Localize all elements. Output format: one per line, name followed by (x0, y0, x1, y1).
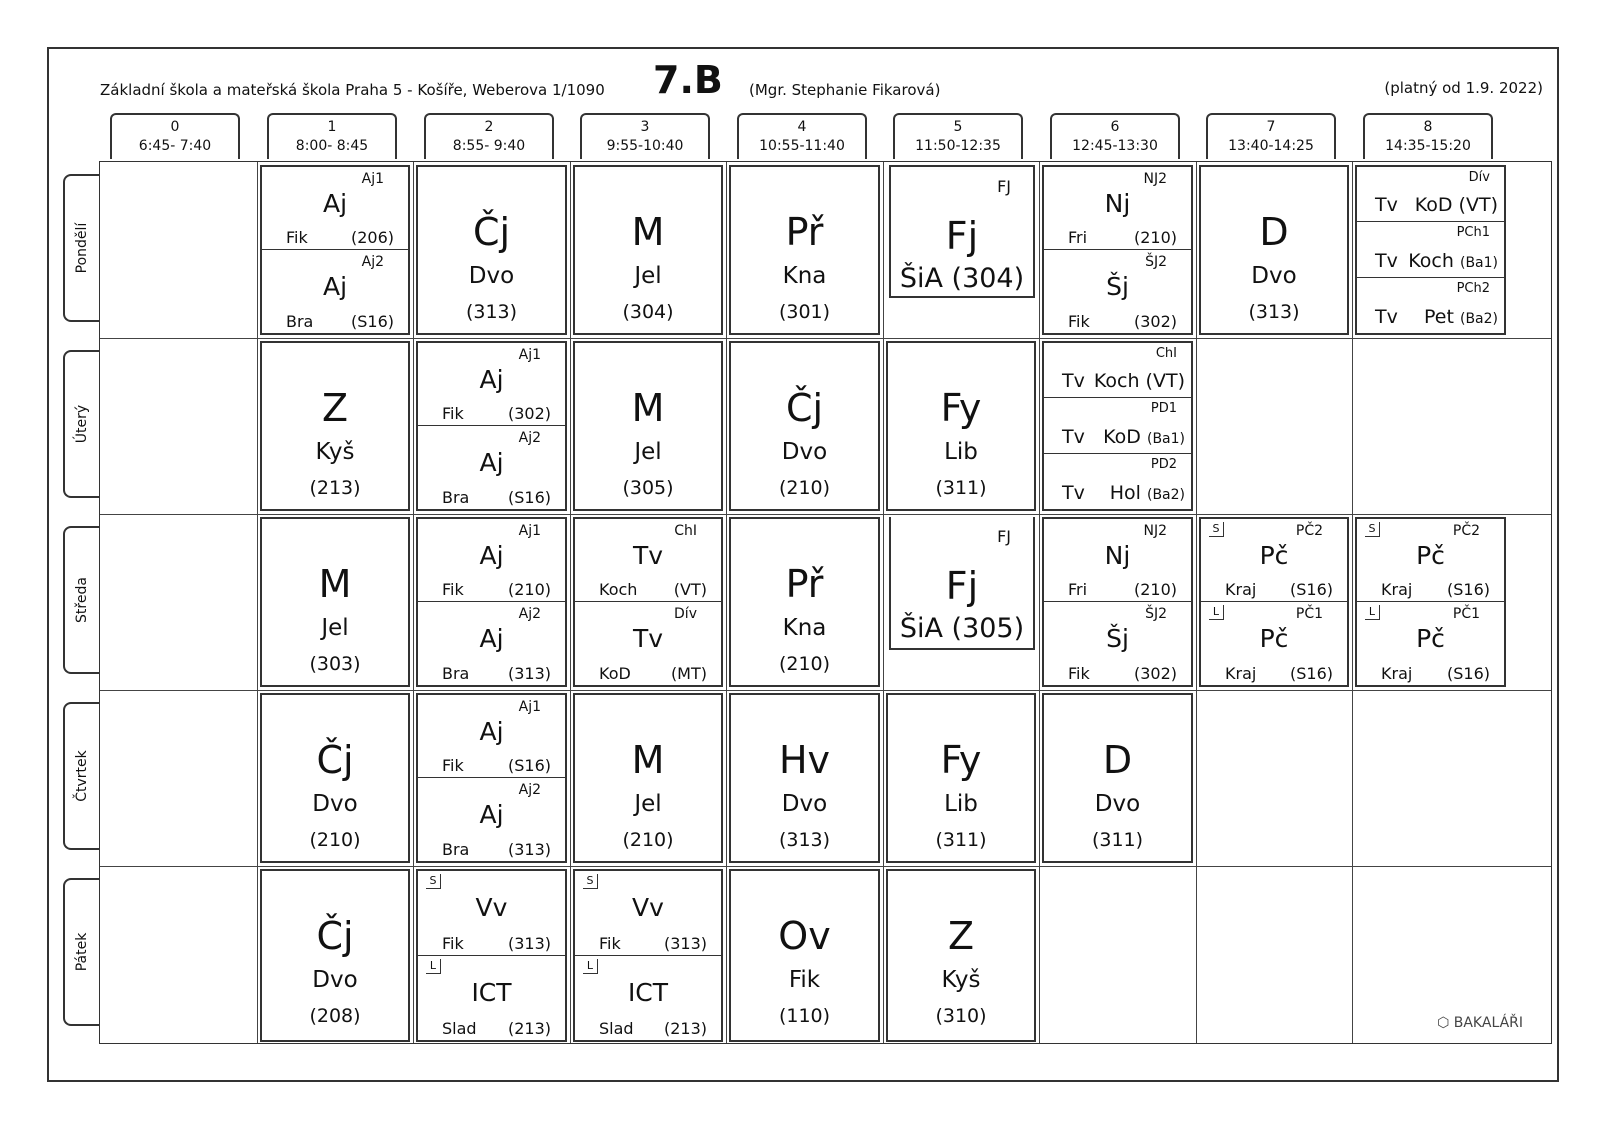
period-number: 8 (1423, 119, 1433, 135)
teacher: KoD (1103, 425, 1141, 448)
period-number: 6 (1110, 119, 1120, 135)
teacher: Kraj (1225, 664, 1257, 683)
group-label: Aj2 (361, 254, 384, 270)
group-lesson (418, 956, 565, 1041)
teacher: Bra (286, 312, 314, 331)
lesson-fri-5[interactable] (886, 869, 1036, 1042)
teacher: Fik (1068, 312, 1090, 331)
teacher: Dvo (468, 263, 515, 289)
group-lesson (1044, 519, 1191, 602)
schedule-grid (99, 161, 1552, 1044)
subject: Fj (945, 214, 979, 258)
teacher: Fri (1068, 228, 1088, 247)
period-time: 11:50-12:35 (915, 138, 1001, 154)
room: (210) (309, 829, 361, 851)
teacher: Bra (442, 488, 470, 507)
group-lesson (1044, 250, 1191, 333)
day-label: Pátek (74, 932, 90, 972)
lesson-thu-4[interactable] (729, 693, 880, 863)
teacher: Koch (599, 580, 638, 599)
group-lesson (418, 778, 565, 861)
teacher-room: ŠiA (305) (899, 613, 1025, 644)
subject: Aj (479, 541, 504, 570)
teacher-room (1094, 372, 1185, 391)
period-number: 5 (953, 119, 963, 135)
grid-column-line (570, 162, 571, 1043)
teacher: Dvo (312, 791, 358, 817)
subject: Čj (785, 386, 824, 430)
subject: Ov (778, 914, 831, 958)
lesson-thu-5[interactable] (886, 693, 1036, 863)
period-7 (1206, 113, 1336, 159)
teacher: Kna (782, 263, 827, 289)
group-label: Aj1 (518, 699, 541, 715)
subject: Šj (1106, 624, 1129, 653)
week-tag: S (1209, 522, 1224, 537)
subject: Pč (1416, 624, 1445, 653)
subject: Pč (1416, 541, 1445, 570)
day-tab-4 (63, 878, 99, 1026)
room: (VT) (673, 580, 707, 599)
group-lesson (418, 426, 565, 509)
subject: Fy (940, 386, 982, 430)
lesson-wed-3[interactable] (573, 517, 723, 687)
lesson-tue-5[interactable] (886, 341, 1036, 511)
room: (313) (465, 301, 518, 323)
group-lesson (418, 602, 565, 685)
room: (S16) (351, 312, 394, 331)
group-label: PČ1 (1295, 606, 1323, 622)
group-label: PČ1 (1452, 606, 1480, 622)
teacher: Bra (442, 664, 470, 683)
subject: Nj (1104, 189, 1131, 218)
lesson-wed-8[interactable] (1355, 517, 1506, 687)
lesson-wed-1[interactable] (260, 517, 410, 687)
grid-column-line (883, 162, 884, 1043)
room: (213) (309, 477, 361, 499)
subject: Fy (940, 738, 982, 782)
teacher: Fik (599, 933, 621, 953)
room: (304) (622, 301, 674, 323)
lesson-thu-1[interactable] (260, 693, 410, 863)
teacher: Hol (1109, 481, 1141, 504)
period-2 (424, 113, 554, 159)
lesson-fri-1[interactable] (260, 869, 410, 1042)
subject: D (1259, 210, 1289, 254)
room: (210) (778, 653, 831, 675)
teacher: Dvo (1251, 263, 1297, 289)
room: (MT) (670, 664, 707, 683)
subject: Pč (1259, 624, 1289, 653)
room: (313) (778, 829, 831, 851)
group-label: ChI (674, 523, 697, 539)
group-label: Aj2 (518, 430, 541, 446)
teacher: Kraj (1381, 664, 1413, 683)
teacher: Fik (286, 228, 308, 247)
group-label: Aj2 (518, 606, 541, 622)
period-number: 4 (797, 119, 807, 135)
lesson-fri-3[interactable] (573, 869, 723, 1042)
teacher: Bra (442, 840, 470, 859)
teacher: Kraj (1225, 580, 1257, 599)
teacher-room (1415, 196, 1498, 215)
bakalari-logo: ⬡ BAKALÁŘI (1437, 1015, 1523, 1031)
room: (210) (778, 477, 831, 499)
lesson-tue-6[interactable] (1042, 341, 1193, 511)
week-tag: L (426, 959, 441, 974)
group-label: Aj2 (518, 782, 541, 798)
day-label: Pondělí (74, 222, 90, 274)
subject: M (631, 738, 665, 782)
room: (313) (507, 664, 551, 683)
group-label: PD1 (1150, 401, 1177, 417)
room: (210) (507, 580, 551, 599)
subject: Fj (945, 564, 979, 608)
period-1 (267, 113, 397, 159)
room: (310) (935, 1005, 987, 1027)
teacher: Koch (1408, 249, 1454, 272)
group-lesson (575, 956, 721, 1041)
subject: Vv (632, 893, 664, 922)
lesson-tue-3[interactable] (573, 341, 723, 511)
subject: ICT (471, 977, 512, 1007)
room: (313) (1248, 301, 1300, 323)
subject: Aj (479, 448, 504, 477)
grid-row-line (100, 338, 1551, 339)
teacher: Dvo (781, 439, 828, 465)
teacher: Fri (1068, 580, 1088, 599)
period-number: 7 (1266, 119, 1276, 135)
week-tag: L (1365, 605, 1380, 620)
teacher-room (1109, 481, 1185, 504)
subject: Aj (479, 800, 504, 829)
group-label: Dív (1468, 170, 1490, 185)
subject: Aj (322, 189, 348, 218)
group-lesson (1201, 602, 1347, 685)
period-time: 9:55-10:40 (606, 138, 684, 154)
class-name: 7.B (653, 58, 723, 102)
teacher: Fik (442, 933, 464, 953)
lesson-fri-4[interactable] (729, 869, 880, 1042)
subject: Př (785, 210, 824, 254)
grid-column-line (413, 162, 414, 1043)
group-label: FJ (997, 177, 1011, 196)
room: (213) (663, 1019, 707, 1038)
group-lesson (1044, 602, 1191, 685)
subject: Šj (1106, 272, 1129, 301)
group-label: FJ (997, 527, 1011, 546)
teacher: Lib (944, 439, 978, 465)
group-lesson (1044, 343, 1191, 398)
day-label: Úterý (74, 404, 90, 444)
grid-row-line (100, 514, 1551, 515)
subject: Tv (1375, 305, 1398, 328)
subject: Čj (316, 914, 354, 958)
week-tag: S (583, 874, 598, 889)
teacher: Kyš (315, 439, 355, 465)
subject: ICT (627, 977, 669, 1007)
subject: Tv (1062, 425, 1085, 448)
subject: D (1102, 738, 1133, 782)
lesson-mon-5[interactable] (889, 165, 1035, 298)
group-label: Aj1 (361, 171, 384, 187)
group-lesson (1044, 454, 1191, 509)
lesson-wed-5[interactable] (889, 517, 1035, 650)
period-time: 6:45- 7:40 (138, 138, 212, 154)
subject: Pč (1259, 541, 1289, 570)
day-label: Středa (74, 577, 90, 623)
group-lesson (1044, 167, 1191, 250)
lesson-wed-2[interactable] (416, 517, 567, 687)
subject: Tv (1062, 370, 1085, 393)
subject: Tv (632, 541, 664, 570)
period-time: 8:55- 9:40 (452, 138, 526, 154)
room: (303) (309, 653, 361, 675)
room: (S16) (1290, 664, 1333, 683)
grid-column-line (257, 162, 258, 1043)
group-lesson (418, 343, 565, 426)
group-label: PČ2 (1452, 523, 1480, 539)
teacher: Kna (782, 615, 827, 641)
group-label: PCh2 (1456, 280, 1490, 296)
teacher: Jel (321, 615, 349, 641)
lesson-mon-2[interactable] (416, 165, 567, 335)
room: (210) (1133, 228, 1177, 247)
grid-row-line (100, 866, 1551, 867)
room: (313) (507, 840, 551, 859)
group-lesson (575, 519, 721, 602)
group-lesson (1044, 398, 1191, 453)
subject: Př (785, 562, 824, 606)
group-lesson (1201, 519, 1347, 602)
subject: Nj (1104, 541, 1131, 570)
room: (S16) (508, 756, 551, 775)
lesson-tue-4[interactable] (729, 341, 880, 511)
teacher: Fik (788, 967, 821, 993)
lesson-thu-3[interactable] (573, 693, 723, 863)
group-lesson (418, 519, 565, 602)
room: (206) (350, 228, 394, 247)
room: (311) (935, 829, 987, 851)
week-tag: S (1365, 522, 1380, 537)
room: (S16) (1447, 580, 1490, 599)
subject: Hv (778, 738, 831, 782)
room: (213) (507, 1019, 551, 1038)
room: (313) (507, 933, 551, 953)
room: (208) (309, 1005, 361, 1027)
week-tag: S (426, 874, 441, 889)
timetable-frame (47, 47, 1559, 1082)
room: (Ba2) (1146, 486, 1185, 503)
teacher: Slad (442, 1019, 477, 1038)
lesson-thu-6[interactable] (1042, 693, 1193, 863)
school-name: Základní škola a mateřská škola Praha 5 - Košíře, Weberova 1/1090 (100, 81, 605, 99)
lesson-mon-4[interactable] (729, 165, 880, 335)
group-lesson (575, 602, 721, 685)
period-number: 0 (170, 119, 180, 135)
group-label: ŠJ2 (1145, 254, 1167, 270)
subject: Aj (479, 624, 504, 653)
subject: Čj (316, 738, 354, 782)
teacher: KoD (599, 664, 631, 683)
subject: Čj (472, 210, 511, 254)
room: (S16) (1290, 580, 1333, 599)
lesson-mon-7[interactable] (1199, 165, 1349, 335)
lesson-thu-2[interactable] (416, 693, 567, 863)
teacher-room (1408, 249, 1498, 272)
lesson-tue-1[interactable] (260, 341, 410, 511)
group-lesson (1357, 278, 1504, 333)
group-lesson (1357, 602, 1504, 685)
room: (110) (778, 1005, 831, 1027)
teacher: Lib (944, 791, 978, 817)
teacher: Fik (442, 404, 464, 423)
teacher: Kraj (1381, 580, 1413, 599)
lesson-wed-6[interactable] (1042, 517, 1193, 687)
teacher: KoD (VT) (1414, 194, 1498, 217)
day-tab-0 (63, 174, 99, 322)
teacher: Fik (442, 756, 464, 775)
room: (S16) (1447, 664, 1490, 683)
subject: Aj (322, 272, 348, 301)
room: (302) (1133, 312, 1177, 331)
teacher-room (1424, 305, 1498, 328)
period-time: 13:40-14:25 (1228, 138, 1314, 154)
day-label: Čtvrtek (74, 750, 90, 802)
period-3 (580, 113, 710, 159)
room: (Ba2) (1459, 310, 1498, 327)
teacher: Jel (634, 263, 662, 289)
teacher-room: ŠiA (304) (899, 263, 1025, 294)
room: (210) (1133, 580, 1177, 599)
period-0 (110, 113, 240, 159)
period-number: 2 (484, 119, 494, 135)
period-time: 10:55-11:40 (759, 138, 845, 154)
room: (302) (507, 404, 551, 423)
grid-column-line (1039, 162, 1040, 1043)
period-6 (1050, 113, 1180, 159)
lesson-mon-6[interactable] (1042, 165, 1193, 335)
group-label: ŠJ2 (1145, 606, 1167, 622)
group-label: Aj1 (518, 347, 541, 363)
subject: Aj (479, 717, 504, 746)
teacher: Jel (634, 439, 662, 465)
lesson-fri-2[interactable] (416, 869, 567, 1042)
group-lesson (262, 167, 408, 250)
room: (305) (622, 477, 674, 499)
group-label: PČ2 (1295, 523, 1323, 539)
valid-from: (platný od 1.9. 2022) (1384, 79, 1543, 97)
group-lesson (1357, 222, 1504, 277)
lesson-mon-3[interactable] (573, 165, 723, 335)
subject: Tv (1062, 481, 1085, 504)
teacher-room (1103, 425, 1185, 448)
period-number: 1 (327, 119, 337, 135)
room: (Ba1) (1146, 430, 1185, 447)
lesson-mon-8[interactable] (1355, 165, 1506, 335)
subject: Tv (632, 624, 664, 653)
week-tag: L (583, 959, 598, 974)
teacher: Slad (599, 1019, 634, 1038)
day-tab-2 (63, 526, 99, 674)
group-label: Dív (674, 606, 697, 622)
subject: Tv (1375, 249, 1398, 272)
teacher: Fik (442, 580, 464, 599)
lesson-mon-1[interactable] (260, 165, 410, 335)
grid-column-line (1352, 162, 1353, 1043)
group-lesson (262, 250, 408, 333)
group-lesson (418, 871, 565, 956)
subject: Z (947, 914, 975, 958)
group-lesson (575, 871, 721, 956)
subject: Aj (479, 365, 504, 394)
week-tag: L (1209, 605, 1224, 620)
day-tab-3 (63, 702, 99, 850)
period-8 (1363, 113, 1493, 159)
lesson-wed-7[interactable] (1199, 517, 1349, 687)
group-label: NJ2 (1143, 523, 1167, 539)
room: (311) (935, 477, 987, 499)
teacher: Dvo (312, 967, 358, 993)
room: (Ba1) (1459, 254, 1498, 271)
group-label: PD2 (1150, 456, 1177, 472)
subject: M (631, 210, 665, 254)
teacher: Fik (1068, 664, 1090, 683)
grid-column-line (1196, 162, 1197, 1043)
period-5 (893, 113, 1023, 159)
class-teacher: (Mgr. Stephanie Fikarová) (749, 81, 941, 99)
group-label: ChI (1155, 346, 1177, 361)
subject: M (631, 386, 665, 430)
room: (S16) (508, 488, 551, 507)
subject: M (318, 562, 352, 606)
subject: Vv (475, 893, 508, 922)
teacher: Dvo (781, 791, 828, 817)
group-lesson (1357, 519, 1504, 602)
group-label: PCh1 (1456, 225, 1490, 241)
period-time: 14:35-15:20 (1385, 138, 1471, 154)
room: (210) (622, 829, 674, 851)
grid-column-line (726, 162, 727, 1043)
group-label: NJ2 (1143, 171, 1167, 187)
teacher: Jel (634, 791, 662, 817)
period-time: 8:00- 8:45 (295, 138, 369, 154)
teacher: Pet (1424, 305, 1454, 328)
subject: Tv (1375, 194, 1398, 217)
day-tab-1 (63, 350, 99, 498)
group-lesson (1357, 167, 1504, 222)
grid-row-line (100, 690, 1551, 691)
room: (313) (663, 933, 707, 953)
teacher: Kyš (941, 967, 981, 993)
period-4 (737, 113, 867, 159)
group-label: Aj1 (518, 523, 541, 539)
subject: Z (321, 386, 349, 430)
teacher: Koch (VT) (1093, 370, 1185, 393)
lesson-wed-4[interactable] (729, 517, 880, 687)
room: (301) (778, 301, 831, 323)
room: (311) (1091, 829, 1144, 851)
period-time: 12:45-13:30 (1072, 138, 1158, 154)
period-number: 3 (640, 119, 650, 135)
room: (302) (1133, 664, 1177, 683)
teacher: Dvo (1094, 791, 1141, 817)
group-lesson (418, 695, 565, 778)
lesson-tue-2[interactable] (416, 341, 567, 511)
